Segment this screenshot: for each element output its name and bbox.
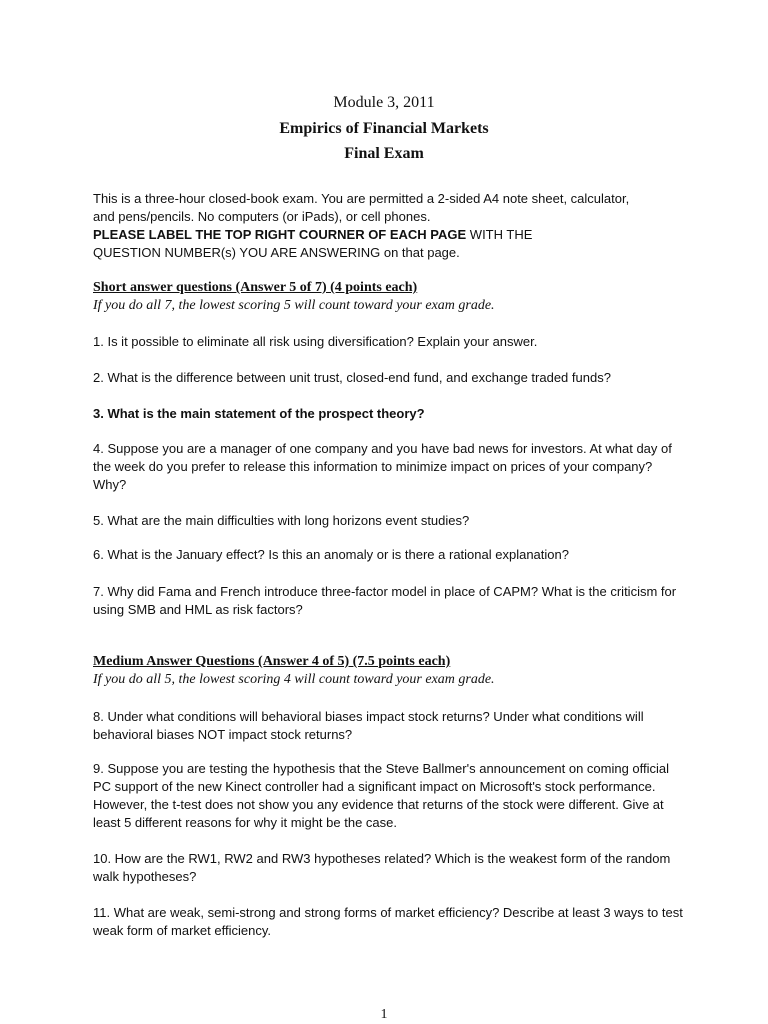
question-6: 6. What is the January effect? Is this an anomaly or is there a rational explanation? bbox=[93, 547, 569, 562]
intro-line-3 bbox=[93, 226, 683, 244]
question-11: 11. What are weak, semi-strong and strong forms of market efficiency? Describe at least 3 ways to test weak form of market efficiency. bbox=[93, 905, 683, 938]
intro-line-4: QUESTION NUMBER(s) YOU ARE ANSWERING on that page. bbox=[93, 245, 460, 260]
question-4: 4. Suppose you are a manager of one company and you have bad news for investors. At what day of the week do you prefer to release this information to minimize impact on prices of your company? Why? bbox=[93, 441, 672, 492]
question-8: 8. Under what conditions will behavioral biases impact stock returns? Under what conditions will behavioral biases NOT impact stock returns? bbox=[93, 709, 644, 742]
question-3: 3. What is the main statement of the prospect theory? bbox=[93, 406, 425, 421]
short-section-note: If you do all 7, the lowest scoring 5 will count toward your exam grade. bbox=[93, 298, 495, 313]
intro-line-1: This is a three-hour closed-book exam. You are permitted a 2-sided A4 note sheet, calculator, bbox=[93, 191, 630, 206]
course-title: Empirics of Financial Markets bbox=[279, 120, 489, 137]
page-number: 1 bbox=[380, 1007, 388, 1022]
intro-line-2: and pens/pencils. No computers (or iPads), or cell phones. bbox=[93, 209, 431, 224]
short-section-title: Short answer questions (Answer 5 of 7) (4 points each) bbox=[93, 280, 418, 295]
exam-title: Final Exam bbox=[344, 145, 424, 162]
module-heading: Module 3, 2011 bbox=[333, 94, 435, 111]
question-2: 2. What is the difference between unit trust, closed-end fund, and exchange traded funds? bbox=[93, 370, 611, 385]
question-9: 9. Suppose you are testing the hypothesis that the Steve Ballmer's announcement on coming official PC support of the new Kinect controller had a significant impact on Microsoft's stock performance. However, the t-test does not show you any evidence that returns of the stock were different. Give at least 5 different reasons for why it might be the case. bbox=[93, 761, 670, 830]
question-5: 5. What are the main difficulties with long horizons event studies? bbox=[93, 513, 470, 528]
medium-section-title: Medium Answer Questions (Answer 4 of 5) (7.5 points each) bbox=[93, 654, 451, 669]
question-10: 10. How are the RW1, RW2 and RW3 hypotheses related? Which is the weakest form of the random walk hypotheses? bbox=[93, 851, 671, 884]
label-instruction: PLEASE LABEL THE TOP RIGHT COURNER OF EACH PAGE bbox=[93, 227, 467, 242]
medium-section-note: If you do all 5, the lowest scoring 4 will count toward your exam grade. bbox=[93, 672, 495, 687]
question-1: 1. Is it possible to eliminate all risk using diversification? Explain your answer. bbox=[93, 334, 538, 349]
intro-paragraph bbox=[93, 190, 683, 262]
label-instruction-rest: WITH THE bbox=[466, 227, 533, 242]
question-7: 7. Why did Fama and French introduce three-factor model in place of CAPM? What is the criticism for using SMB and HML as risk factors? bbox=[93, 584, 677, 617]
